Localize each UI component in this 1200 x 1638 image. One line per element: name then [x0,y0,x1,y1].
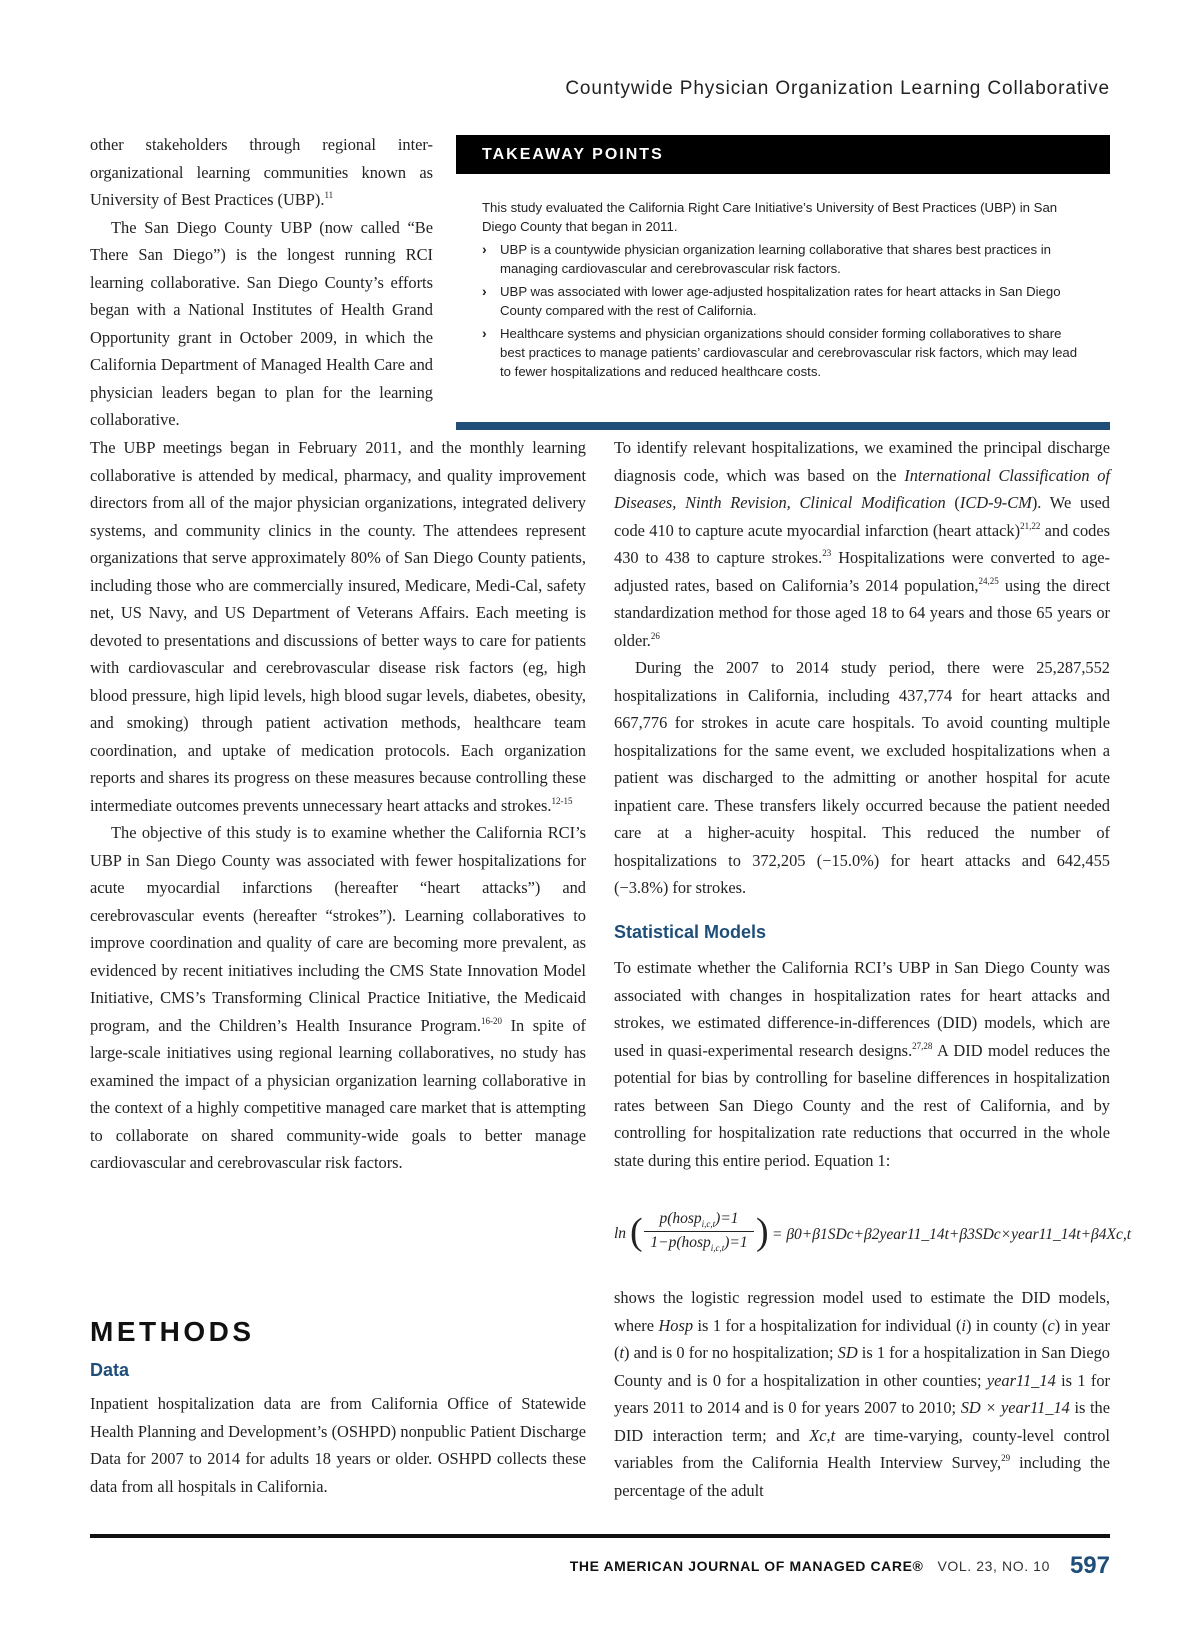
takeaway-point [482,282,1084,320]
reference: 26 [650,630,660,641]
text: ). We used code 410 to capture acute myocardial infarction (heart attack) [614,493,1111,540]
data-paragraph [90,1390,586,1500]
eq-right-side: = β0+β1SDc+β2year11_14t+β3SDc×year11_14t+β4Xc,t [772,1226,1132,1243]
eq-close-paren: ) [756,1211,769,1253]
text: SD [837,1343,858,1362]
footer [570,1550,1110,1582]
text: A DID model reduces the potential for bias by controlling for baseline differences in hospitalization rates between San Diego County and the rest of California, and by controlling for hospitalization rate reductions that occurred in the whole state during this entire period. Equation 1: [614,1040,1110,1170]
takeaway-box [456,135,1110,430]
text: is 1 for a hospitalization in San Diego County and is 0 for a hospitalization in other counties; [614,1343,1110,1390]
takeaway-point [482,240,1084,278]
running-head: Countywide Physician Organization Learning Collaborative [565,78,1110,99]
paragraph [614,954,1110,1174]
text: Inpatient hospitalization data are from California Office of Statewide Health Planning and Development’s (OSHPD) nonpublic Patient Discharge Data for 2007 to 2014 for adults 18 years or older. OSHPD collects these data from all hospitals in California. [90,1394,586,1496]
text: is the DID interaction term; and [614,1398,1111,1445]
reference: 12-15 [551,795,573,806]
reference: 16-20 [481,1015,502,1026]
text: ( [945,493,960,512]
equation-1 [614,1208,1132,1264]
text: ICD-9-CM [959,493,1032,512]
chevron-right-icon: › [482,325,487,341]
text: year11_14 [986,1370,1056,1390]
text: International Classification of Diseases, Ninth Revision, Clinical Modification [614,465,1110,512]
text: i,c,t [701,1219,716,1230]
takeaway-point-text: UBP is a countywide physician organization learning collaborative that shares best practices in managing cardiovascular and cerebrovascular risk factors. [500,242,1052,276]
takeaway-point-text: Healthcare systems and physician organizations should consider forming collaboratives to share best practices to manage patients’ cardiovascular and cerebrovascular risk factors, which may lead to fewer hospitalizations and reduced healthcare costs. [500,326,1078,379]
text: Xc,t [809,1425,836,1445]
text: SD × year11_14 [960,1398,1070,1417]
text: and codes 430 to 438 to capture strokes. [614,520,1110,567]
text: i [961,1315,966,1335]
data-heading: Data [90,1360,130,1380]
right-column-bottom [614,1284,1110,1504]
eq-open-paren: ( [630,1211,643,1253]
text: ) and is 0 for no hospitalization; [624,1343,838,1362]
reference: 23 [822,548,832,558]
text: )=1 [715,1210,739,1227]
paragraph [614,654,1110,902]
text: ) in year ( [614,1315,1110,1362]
text: shows the logistic regression model used to estimate the DID models, where [614,1288,1110,1335]
text: p(hosp [659,1210,702,1227]
text: Hospitalizations were converted to age-adjusted rates, based on California’s 2014 population, [614,548,1110,595]
takeaway-list [482,240,1084,381]
text: ) in county ( [965,1315,1048,1335]
takeaway-intro: This study evaluated the California Right Care Initiative’s University of Best Practices (UBP) in San Diego County that began in 2011. [482,200,1058,234]
left-column-top [90,131,433,434]
methods-heading: METHODS [90,1316,255,1347]
left-column [90,434,586,1177]
page-number: 597 [1069,1552,1110,1579]
footer-rule [90,1534,1110,1538]
paragraph [90,434,586,819]
reference: 29 [1001,1453,1011,1463]
text: In spite of large-scale initiatives using regional learning collaboratives, no study has examined the impact of a physician organization learning collaborative in the context of a highly competitive managed care market that is attempting to collaborate on shared community-wide goals to better manage cardiovascular and cerebrovascular risk factors. [90,1015,586,1172]
text: are time-varying, county-level control variables from the California Health Interview Survey, [614,1425,1110,1472]
reference: 27,28 [912,1040,933,1051]
text: is 1 for a hospitalization for individual ( [693,1315,962,1335]
text: The UBP meetings began in February 2011, and the monthly learning collaborative is attended by medical, pharmacy, and quality improvement directors from all of the major physician organizations, integrated delivery systems, and community clinics in the county. The attendees represent organizations that serve approximately 80% of San Diego County patients, including those who are commercially insured, Medicare, Medi-Cal, safety net, US Navy, and US Department of Veterans Affairs. Each meeting is devoted to presentations and discussions of better ways to care for patients with cardiovascular and cerebrovascular disease risk factors (eg, high blood pressure, high lipid levels, high blood sugar levels, diabetes, obesity, and smoking) through patient activation methods, healthcare team coordination, and uptake of medication protocols. Each organization reports and shares its progress on these measures because controlling these intermediate outcomes prevents unnecessary heart attacks and strokes. [90,438,586,815]
text: i,c,t [710,1243,725,1254]
takeaway-body [456,174,1110,422]
text: During the 2007 to 2014 study period, there were 25,287,552 hospitalizations in California, including 437,774 for heart attacks and 667,776 for strokes in acute care hospitals. To avoid counting multiple hospitalizations for the same event, we excluded hospitalizations when a patient was discharged to the admitting or another hospital for acute inpatient care. These transfers likely occurred because the patient needed care at a higher-acuity hospital. This reduced the number of hospitalizations to 372,205 (−15.0%) for heart attacks and 642,455 (−3.8%) for strokes. [614,658,1110,897]
text: Hosp [658,1315,694,1335]
reference: 24,25 [978,575,999,586]
journal-name: THE AMERICAN JOURNAL OF MANAGED CARE® [569,1558,924,1574]
paragraph [614,434,1110,654]
eq-ln: ln [614,1225,627,1242]
text: including the percentage of the adult [614,1453,1110,1500]
paragraph [90,819,586,1177]
text: )=1 [724,1234,748,1252]
text: To estimate whether the California RCI’s UBP in San Diego County was associated with changes in hospitalization rates for heart attacks and strokes, we estimated difference-in-differences (DID) models, which are used in quasi-experimental research designs. [614,958,1110,1060]
volume-info: VOL. 23, NO. 10 [937,1558,1050,1574]
reference: 21,22 [1020,520,1041,531]
paragraph [90,214,433,434]
text: other stakeholders through regional inter-organizational learning communities known as University of Best Practices (UBP). [90,135,433,209]
text: The San Diego County UBP (now called “Be There San Diego”) is the longest running RCI learning collaborative. San Diego County’s efforts began with a National Institutes of Health Grand Opportunity grant in October 2009, in which the California Department of Managed Health Care and physician leaders began to plan for the learning collaborative. [90,217,433,429]
takeaway-point-text: UBP was associated with lower age-adjusted hospitalization rates for heart attacks in San Diego County compared with the rest of California. [500,284,1061,318]
takeaway-bottom-rule [456,422,1110,430]
text: 1−p(hosp [650,1234,711,1252]
eq-denominator [644,1232,754,1253]
chevron-right-icon: › [482,283,487,299]
text: t [619,1343,625,1362]
statistical-models-heading: Statistical Models [614,922,767,942]
takeaway-point [482,324,1084,381]
takeaway-title: TAKEAWAY POINTS [456,135,1110,174]
eq-fraction [644,1210,754,1253]
text: The objective of this study is to examine whether the California RCI’s UBP in San Diego County was associated with fewer hospitalizations for acute myocardial infarctions (hereafter “heart attacks”) and cerebrovascular events (hereafter “strokes”). Learning collaboratives to improve coordination and quality of care are becoming more prevalent, as evidenced by recent initiatives including the CMS State Innovation Model Initiative, CMS’s Transforming Clinical Practice Initiative, the Medicaid program, and the Children’s Health Insurance Program. [90,823,586,1035]
chevron-right-icon: › [482,241,487,257]
reference: 11 [324,190,334,200]
right-column [614,434,1110,902]
eq-numerator [644,1210,754,1232]
text: To identify relevant hospitalizations, we examined the principal discharge diagnosis code, which was based on the [614,438,1110,485]
text: c [1047,1315,1055,1335]
text: is 1 for years 2011 to 2014 and is 0 for years 2007 to 2010; [614,1370,1110,1417]
paragraph [90,131,433,214]
paragraph [614,1284,1110,1504]
text: using the direct standardization method for those aged 18 to 64 years and those 65 years or older. [614,575,1111,650]
statistical-models-paragraph [614,954,1110,1174]
